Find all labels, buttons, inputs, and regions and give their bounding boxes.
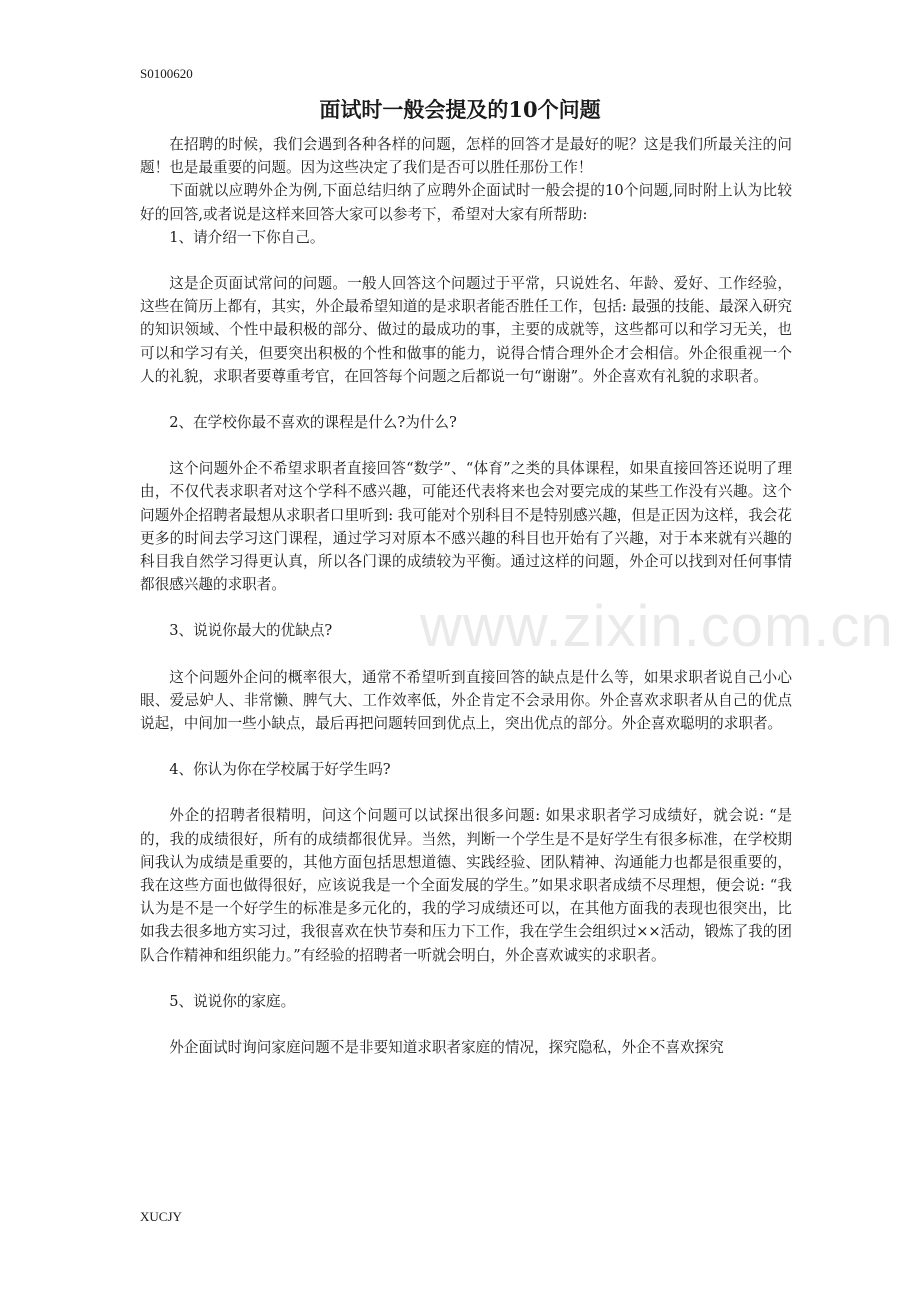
- document-body: [140, 133, 792, 1059]
- question-heading: 1、请介绍一下你自己。: [169, 228, 325, 246]
- watermark: www.zixin.com.cn: [420, 594, 894, 659]
- document-code: S0100620: [140, 66, 193, 81]
- answer-paragraph: 这个问题外企不希望求职者直接回答“数学”、“体育”之类的具体课程，如果直接回答还说明了理由，不仅代表求职者对这个学科不感兴趣，可能还代表将来也会对要完成的某些工作没有兴趣。这个问题外企招聘者最想从求职者口里听到: 我可能对个别科目不是特别感兴趣，但是正因为这样，我会花更多的时间去学习这门课程，通过学习对原本不感兴趣的科目也开始有了兴趣，对于本来就有兴趣的科目我自然学习得更认真，所以各门课的成绩较为平衡。通过这样的问题，外企可以找到对任何事情都很感兴趣的求职者。: [140, 460, 792, 594]
- answer-paragraph: 这个问题外企问的概率很大，通常不希望听到直接回答的缺点是什么等，如果求职者说自己小心眼、爱忌妒人、非常懒、脾气大、工作效率低，外企肯定不会录用你。外企喜欢求职者从自己的优点说起，中间加一些小缺点，最后再把问题转回到优点上，突出优点的部分。外企喜欢聪明的求职者。: [140, 668, 792, 733]
- answer-paragraph: 外企面试时询问家庭问题不是非要知道求职者家庭的情况，探究隐私，外企不喜欢探究: [169, 1039, 724, 1057]
- question-heading: 3、说说你最大的优缺点?: [169, 622, 333, 640]
- question-heading: 2、在学校你最不喜欢的课程是什么?为什么?: [169, 414, 457, 432]
- footer-code: XUCJY: [140, 1209, 182, 1224]
- question-heading: 4、你认为你在学校属于好学生吗?: [169, 761, 391, 779]
- question-heading: 5、说说你的家庭。: [169, 992, 296, 1010]
- intro-paragraph: 在招聘的时候，我们会遇到各种各样的问题，怎样的回答才是最好的呢？这是我们所最关注的问题！也是最重要的问题。因为这些决定了我们是否可以胜任那份工作！: [140, 136, 792, 177]
- answer-paragraph: 外企的招聘者很精明，问这个问题可以试探出很多问题: 如果求职者学习成绩好，就会说: “是的，我的成绩很好，所有的成绩都很优异。当然，判断一个学生是不是好学生有很多标准，在学校期间我认为成绩是重要的，其他方面包括思想道德、实践经验、团队精神、沟通能力也都是很重要的，我在这些方面也做得很好，应该说我是一个全面发展的学生。”如果求职者成绩不尽理想，便会说: “我认为是不是一个好学生的标准是多元化的，我的学习成绩还可以，在其他方面我的表现也很突出，比如我去很多地方实习过，我很喜欢在快节奏和压力下工作，我在学生会组织过××活动，锻炼了我的团队合作精神和组织能力。”有经验的招聘者一听就会明白，外企喜欢诚实的求职者。: [140, 807, 792, 964]
- intro-paragraph: 下面就以应聘外企为例,下面总结归纳了应聘外企面试时一般会提的10个问题,同时附上认为比较好的回答,或者说是这样来回答大家可以参考下，希望对大家有所帮助:: [140, 182, 792, 223]
- page-title: 面试时一般会提及的10个问题: [319, 97, 601, 122]
- answer-paragraph: 这是企页面试常问的问题。一般人回答这个问题过于平常，只说姓名、年龄、爱好、工作经验，这些在简历上都有，其实，外企最希望知道的是求职者能否胜任工作，包括: 最强的技能、最深入研究的知识领域、个性中最积极的部分、做过的最成功的事，主要的成就等，这些都可以和学习无关，也可以和学习有关，但要突出积极的个性和做事的能力，说得合情合理外企才会相信。外企很重视一个人的礼貌，求职者要尊重考官，在回答每个问题之后都说一句“谢谢”。外企喜欢有礼貌的求职者。: [140, 275, 792, 385]
